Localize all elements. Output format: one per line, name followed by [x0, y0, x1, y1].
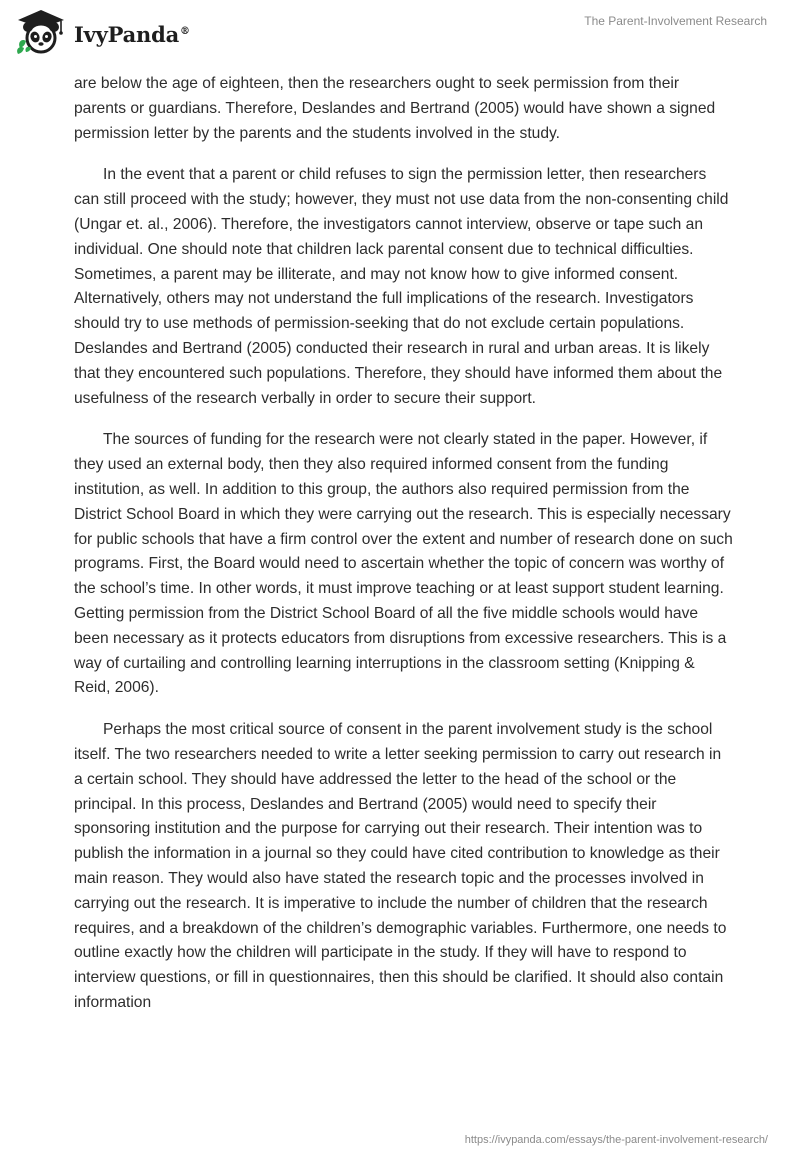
brand-name: IvyPanda® [74, 21, 190, 47]
page-header [0, 0, 800, 70]
brand-logo[interactable] [14, 8, 190, 58]
paragraph: Perhaps the most critical source of consent in the parent involvement study is the school itself. The two researchers needed to write a letter seeking permission to carry out research in a certain school. They should have addressed the letter to the head of the school or the principal. In this process, Deslandes and Bertrand (2005) would need to specify their sponsoring institution and the purpose for carrying out their research. Their intention was to publish the information in a journal so they could have cited contribution to knowledge as their main reason. They would also have stated the research topic and the processes involved in carrying out the research. It is imperative to include the number of children that the research requires, and a breakdown of the children’s demographic variables. Furthermore, one needs to outline exactly how the children will participate in the study. If they will have to respond to interview questions, or fill in questionnaires, then this should be clarified. It should also contain information [74, 721, 727, 1011]
paragraph: The sources of funding for the research were not clearly stated in the paper. However, if they used an external body, then they also required informed consent from the funding institution, as well. In addition to this group, the authors also required permission from the District School Board in which they were carrying out the research. This is especially necessary for public schools that have a firm control over the extent and number of research done on such programs. First, the Board would need to ascertain whether the topic of concern was worthy of the school’s time. In other words, it must improve teaching or at least support student learning. Getting permission from the District School Board of all the five middle schools would have been necessary as it protects educators from disruptions from excessive researchers. This is a way of curtailing and controlling learning interruptions in the classroom setting (Knipping & Reid, 2006). [74, 431, 733, 697]
paragraph: are below the age of eighteen, then the researchers ought to seek permission from their parents or guardians. Therefore, Deslandes and Bertrand (2005) would have shown a signed permission letter by the parents and the students involved in the study. [74, 75, 716, 142]
essay-body [74, 72, 734, 1033]
document-title: The Parent-Involvement Research [584, 14, 767, 28]
paragraph: In the event that a parent or child refuses to sign the permission letter, then researchers can still proceed with the study; however, they must not use data from the non-consenting child (Ungar et. al., 2006). Therefore, the investigators cannot interview, observe or tape such an individual. One should note that children lack parental consent due to technical difficulties. Sometimes, a parent may be illiterate, and may not know how to give informed consent. Alternatively, others may not understand the full implications of the research. Investigators should try to use methods of permission-seeking that do not exclude certain populations. Deslandes and Bertrand (2005) conducted their research in rural and urban areas. It is likely that they encountered such populations. Therefore, they should have informed them about the usefulness of the research verbally in order to secure their support. [74, 166, 729, 407]
source-url[interactable]: https://ivypanda.com/essays/the-parent-involvement-research/ [464, 1134, 768, 1146]
panda-logo-icon [14, 8, 68, 58]
